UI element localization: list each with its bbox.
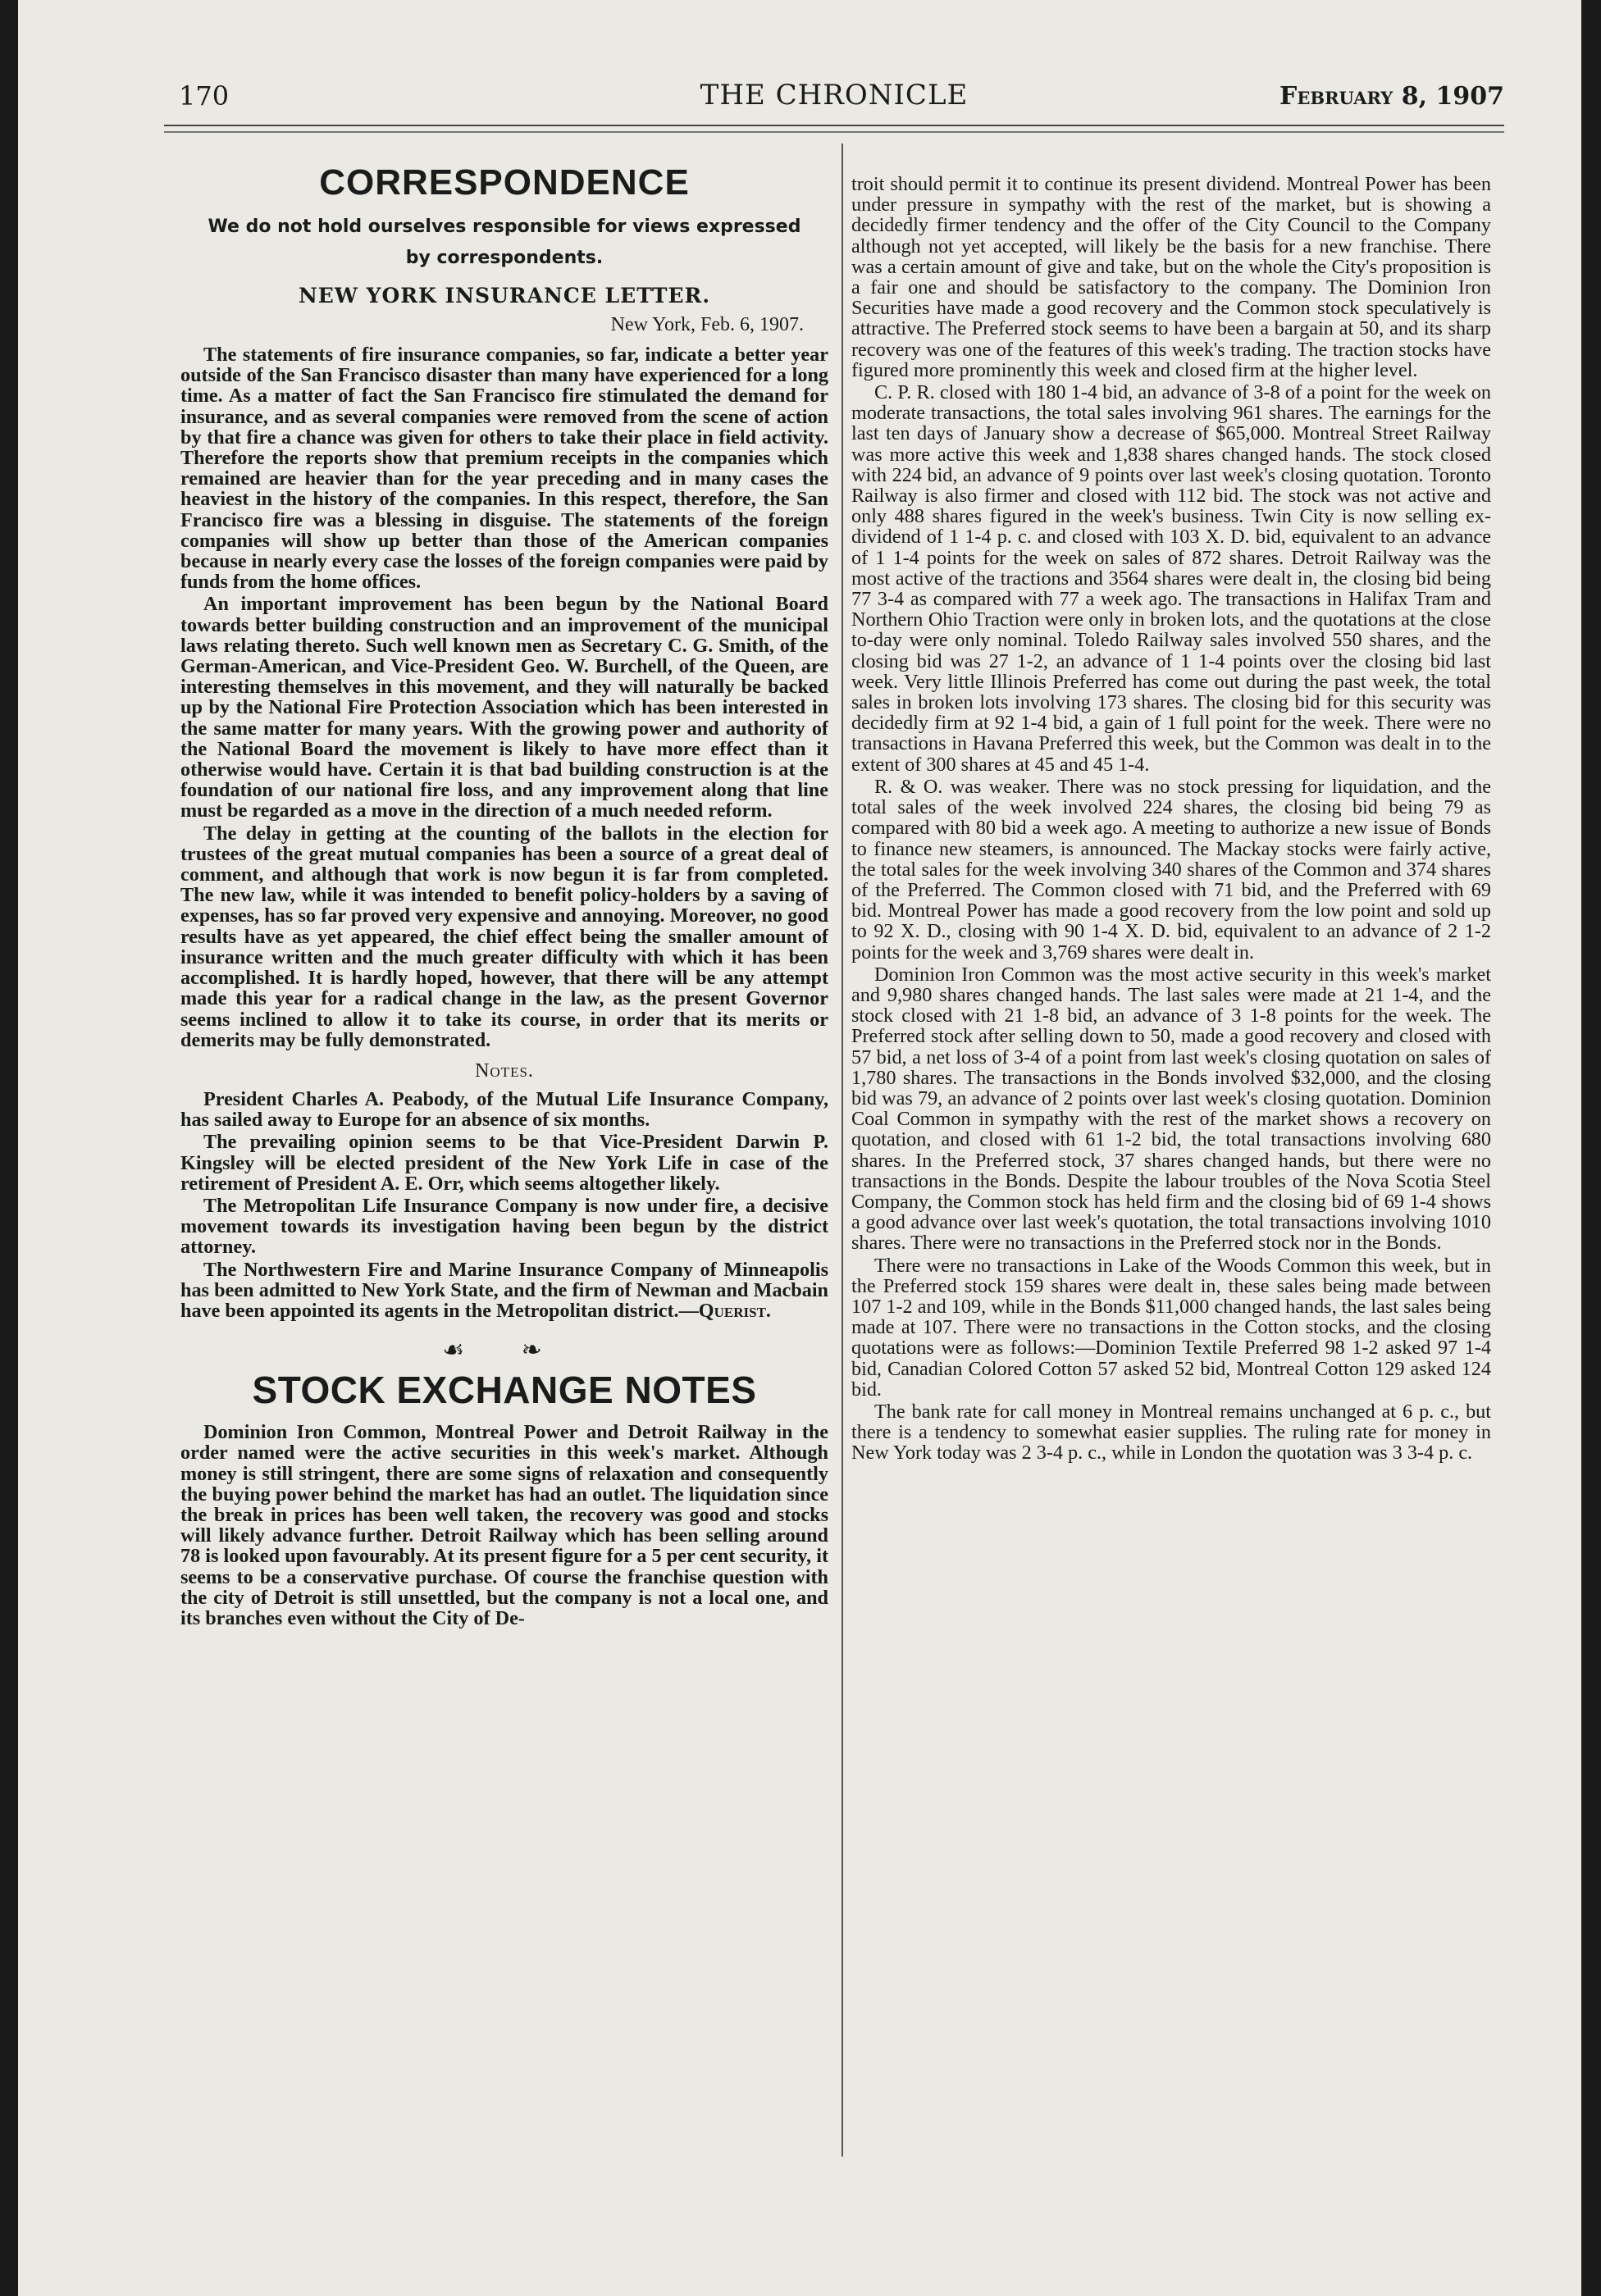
letter-dateline: New York, Feb. 6, 1907.: [610, 314, 804, 335]
publication-title: THE CHRONICLE: [700, 79, 969, 112]
correspondence-heading: CORRESPONDENCE: [319, 162, 690, 203]
stock-paragraph: The bank rate for call money in Montreal remains unchanged at 6 p. c., but there is a tendency to somewhat easier supplies. The ruling rate for money in New York today was 2 3-4 p. c., while in London the quotation was 3 3-4 p. c.: [851, 1400, 1491, 1465]
stock-paragraph: Dominion Iron Common was the most active security in this week's market and 9,980 shares changed hands. The last sales were made at 21 1-4, and the stock closed with 21 1-8 bid, an advance of 3 1-8 points for the week. The Preferred stock after selling down to 50, made a good recovery and closed with 57 bid, a net loss of 3-4 of a point from last week's closing quotation on sales of 1,780 shares. The transactions in the Bonds involved $32,000, and the closing bid was 79, an advance of 2 points over last week's closing quotation. Dominion Coal Common in sympathy with the rest of the market shows a recovery on quotation, and closed with 61 1-2 bid, the total transactions involving 680 shares. In the Preferred stock, 37 shares changed hands, but there were no transactions in the Bonds. Despite the labour troubles of the Nova Scotia Steel Company, the Common stock has held firm and the closing bid of 69 1-4 shows a good advance over last week's quotation, the total transactions involving 1010 shares. There were no transactions in the Preferred stock nor in the Bonds.: [851, 963, 1491, 1255]
note-paragraph: President Charles A. Peabody, of the Mutual Life Insurance Company, has sailed away to Europe for an absence of six months.: [180, 1087, 828, 1132]
ornament-fleurons: ☙ ❧: [442, 1336, 567, 1365]
notes-heading: Notes.: [475, 1059, 534, 1082]
disclaimer-line-1: We do not hold ourselves responsible for views expressed: [208, 216, 801, 237]
disclaimer-line-2: by correspondents.: [405, 248, 604, 268]
newspaper-page: [18, 0, 1581, 2296]
signature: Querist.: [698, 1299, 771, 1322]
note-paragraph: The Metropolitan Life Insurance Company is now under fire, a decisive movement towards its investigation having been begun by the district attorney.: [180, 1194, 828, 1259]
stock-exchange-heading: STOCK EXCHANGE NOTES: [252, 1369, 757, 1412]
column-divider: [842, 144, 843, 2157]
page-header: [164, 75, 1504, 120]
note-paragraph: The prevailing opinion seems to be that Vice-President Darwin P. Kingsley will be elected president of the New York Life in case of the retirement of President A. E. Orr, which seems altogether likely.: [180, 1131, 828, 1195]
left-column: [180, 161, 828, 2198]
stock-paragraph: Dominion Iron Common, Montreal Power and Detroit Railway in the order named were the active securities in this week's market. Although money is still stringent, there are some signs of relaxation and consequently the buying power behind the market has had an outlet. The liquidation since the break in prices has been well taken, the recovery was good and stocks will likely advance further. Detroit Railway which has been selling around 78 is looked upon favourably. At its present figure for a 5 per cent security, it seems to be a conservative purchase. Of course the franchise question with the city of Detroit is still unsettled, but the company is not a local one, and its branches even without the City of De-: [180, 1421, 828, 1629]
page-number: 170: [179, 80, 230, 112]
stock-paragraph: R. & O. was weaker. There was no stock pressing for liquidation, and the total sales of the week involved 224 shares, the closing bid being 79 as compared with 80 bid a week ago. A meeting to authorize a new issue of Bonds to finance new steamers, is announced. The Mackay stocks were fairly active, the total sales for the week involving 340 shares of the Common and 374 shares of the Preferred. The Common closed with 71 bid, and the Preferred with 69 bid. Montreal Power has made a good recovery from the low point and sold up to 92 X. D., closing with 90 1-4 X. D. bid, equivalent to an advance of 2 1-2 points for the week and 3,769 shares were dealt in.: [851, 775, 1491, 963]
disclaimer: [180, 212, 828, 274]
letter-title: NEW YORK INSURANCE LETTER.: [298, 284, 711, 308]
stock-paragraph: There were no transactions in Lake of the Woods Common this week, but in the Preferred stock 159 shares were dealt in, these sales being made between 107 1-2 and 109, while in the Bonds $11,000 changed hands, the last sales being made at 107. There were no transactions in the Cotton stocks, and the closing quotations were as follows:—Dominion Textile Preferred 98 1-2 asked 97 1-4 bid, Canadian Colored Cotton 57 asked 52 bid, Montreal Cotton 129 asked 124 bid.: [851, 1254, 1491, 1401]
stock-paragraph: C. P. R. closed with 180 1-4 bid, an advance of 3-8 of a point for the week on moderate transactions, the total sales involving 961 shares. The earnings for the last ten days of January show a decrease of $65,000. Montreal Street Railway was more active this week and 1,838 shares changed hands. The stock closed with 224 bid, an advance of 9 points over last week's closing quotation. Toronto Railway is also firmer and closed with 112 bid. The stock was not active and only 488 shares figured in the week's business. Twin City is now selling ex-dividend of 1 1-4 p. c. and closed with 103 X. D. bid, equivalent to an advance of 1 1-4 points for the week on sales of 872 shares. Detroit Railway was the most active of the tractions and 3564 shares were dealt in, the closing bid being 77 3-4 as compared with 77 a week ago. The transactions in Halifax Tram and Northern Ohio Traction were only in broken lots, and the quotations at the close to-day were only nominal. Toledo Railway sales involved 550 shares, and the closing bid was 27 1-2, an advance of 1 1-4 points over the closing bid last week. Very little Illinois Preferred has come out during the past week, the total sales in broken lots involving 173 shares. The closing bid for this security was decidedly firm at 92 1-4 bid, a gain of 1 full point for the week. There were no transactions in Havana Preferred this week, but the Common was dealt in to the extent of 300 shares at 45 and 45 1-4.: [851, 381, 1491, 776]
header-rule: [164, 125, 1504, 133]
right-column: [851, 174, 1491, 2198]
letter-paragraph: An important improvement has been begun by the National Board towards better building construction and an improvement of the municipal laws relating thereto. Such well known men as Secretary C. G. Smith, of the German-American, and Vice-President Geo. W. Burchell, of the Queen, are interesting themselves in this movement, and they will naturally be backed up by the National Fire Protection Association which has been interested in the same matter for many years. With the growing power and authority of the National Board the movement is likely to have more effect than it otherwise would have. Certain it is that bad building construction is at the foundation of our national fire loss, and any improvement along that line must be regarded as a move in the direction of a much needed reform.: [180, 593, 828, 822]
last-note-text: The Northwestern Fire and Marine Insurance Company of Minneapolis has been admitted to New York State, and the firm of Newman and Macbain have been appointed its agents in the Metropolitan district.—: [180, 1258, 828, 1322]
stock-continued-paragraph: troit should permit it to continue its present dividend. Montreal Power has been under pressure in sympathy with the rest of the market, but is showing a decidedly firmer tendency and the offer of the City Council to the Company although not yet accepted, will likely be the basis for a new franchise. There was a certain amount of give and take, but on the whole the City's proposition is a fair one and should be satisfactory to the company. The Dominion Iron Securities have made a good recovery and the Common stock speculatively is attractive. The Preferred stock seems to have been a bargain at 50, and its sharp recovery was one of the features of this week's trading. The traction stocks have figured more prominently this week and closed firm at the higher level.: [851, 174, 1491, 381]
issue-date: February 8, 1907: [1279, 82, 1504, 111]
letter-paragraph: The delay in getting at the counting of the ballots in the election for trustees of the great mutual companies has been a source of a great deal of comment, and although that work is now begun it is far from completed. The new law, while it was intended to benefit policy-holders by a saving of expenses, has so far proved very expensive and annoying. Moreover, no good results have as yet appeared, the chief effect being the smaller amount of insurance written and the much greater difficulty with which it has been accomplished. It is hardly hoped, however, that there will be any attempt made this year for a radical change in the law, as the present Governor seems inclined to allow it to take its course, in order that its merits or demerits may be fully demonstrated.: [180, 822, 828, 1051]
note-paragraph-last: [180, 1260, 828, 1322]
letter-paragraph: The statements of fire insurance companies, so far, indicate a better year outside of the San Francisco disaster than many have experienced for a long time. As a matter of fact the San Francisco fire stimulated the demand for insurance, and as several companies were removed from the scene of action by that fire a chance was given for others to take their place in field activity. Therefore the reports show that premium receipts in the companies which remained are heavier than for the year preceding and in many cases the heaviest in the history of the companies. In this respect, therefore, the San Francisco fire was a blessing in disguise. The statements of the foreign companies will show up better than those of the American companies because in nearly every case the losses of the foreign companies were paid by funds from the home offices.: [180, 344, 828, 594]
